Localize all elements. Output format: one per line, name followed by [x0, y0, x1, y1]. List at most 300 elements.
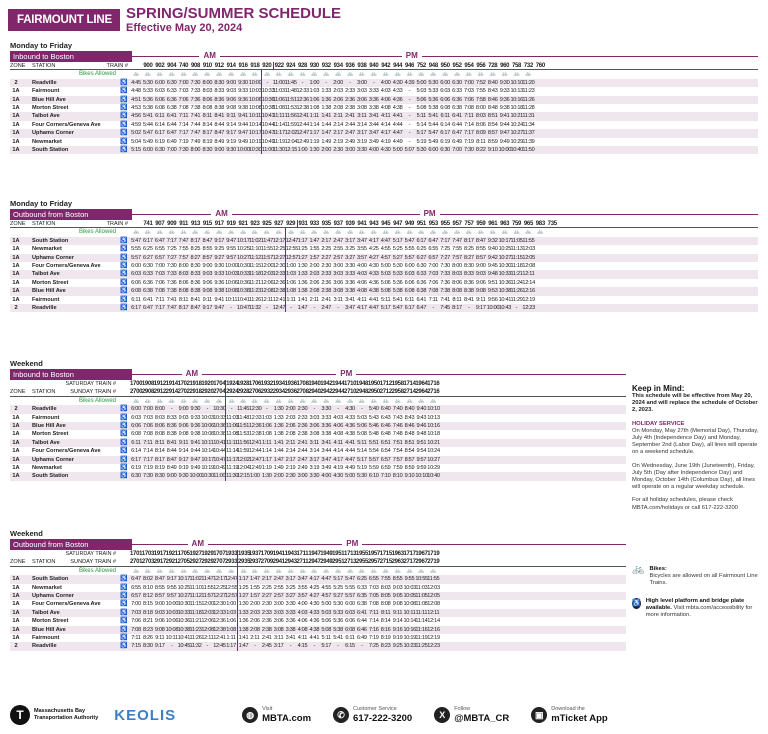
time-cell: 2:08	[309, 288, 320, 295]
time-cell: 3:55	[297, 584, 308, 591]
time-cell: 8:33	[464, 271, 474, 278]
time-cell: 3:06	[309, 422, 320, 429]
time-cell: -	[313, 304, 316, 311]
time-cell: 7:03	[428, 271, 439, 278]
time-cell: 10:03	[248, 88, 262, 95]
time-cell: 2:08	[250, 626, 260, 633]
sunday-train-number: 2927	[189, 558, 202, 565]
time-cell: 7:55	[380, 576, 391, 583]
time-cell: 6:25	[416, 246, 427, 253]
time-cell: 5:08	[380, 288, 391, 295]
time-cell: 7:03	[142, 414, 153, 421]
time-cell: 11:30	[226, 473, 239, 480]
time-cell: 6:44	[357, 618, 367, 625]
bicycle-icon: 🚲	[394, 397, 401, 404]
table-row	[10, 405, 626, 413]
time-cell: 9:17	[214, 237, 225, 244]
time-cell: 6:47	[452, 130, 462, 137]
time-cell: 11:12	[248, 254, 261, 261]
bicycle-icon: 🚲	[406, 567, 413, 574]
zone-header: ZONE	[10, 62, 26, 69]
time-cell: 7:08	[131, 626, 141, 633]
time-cell: 11:24	[510, 279, 523, 286]
time-cell: 7:03	[178, 88, 189, 95]
sunday-train-number: 2920	[201, 388, 214, 395]
time-cell: 1:33	[321, 88, 332, 95]
time-cell: 11:02	[248, 237, 261, 244]
time-cell: 8:57	[154, 592, 165, 599]
time-cell: 10:08	[201, 431, 214, 438]
time-cell: 7:17	[154, 304, 165, 311]
time-cell: 3:47	[321, 456, 332, 463]
ticket-icon: ▣	[531, 707, 547, 723]
keolis-logo: KEOLIS	[114, 706, 177, 724]
zone-header: ZONE	[10, 558, 26, 565]
time-cell: 10:21	[510, 113, 523, 120]
zone-cell: 1A	[12, 422, 20, 429]
table-row	[10, 121, 758, 129]
holiday-text-3: For all holiday schedules, please check MBTA.com/holidays or call 617-222-3200	[632, 497, 738, 511]
time-cell: 7:11	[131, 634, 141, 641]
time-cell: 7:30	[190, 79, 201, 86]
bicycle-icon: 🚲	[263, 567, 270, 574]
time-cell: 8:55	[392, 576, 403, 583]
saturday-train-number: 1702	[177, 381, 190, 387]
train-number: 923	[250, 220, 260, 227]
time-cell: 3:33	[285, 609, 296, 616]
sunday-train-number: 2943	[284, 558, 297, 565]
saturday-train-number: 1712	[379, 381, 392, 387]
time-cell: 8:22	[475, 146, 486, 153]
time-cell: 10:06	[165, 618, 179, 625]
time-cell: 5:36	[142, 96, 153, 103]
time-cell: 9:41	[214, 296, 225, 303]
time-cell: 2:33	[261, 609, 272, 616]
bicycle-icon: 🚲	[156, 567, 163, 574]
time-cell: 11:00	[272, 79, 285, 86]
train-number: 945	[381, 220, 391, 227]
time-cell: -	[206, 643, 209, 650]
time-cell: 9:19	[392, 634, 403, 641]
time-cell: 7:36	[440, 279, 450, 286]
time-cell: 2:11	[333, 113, 343, 120]
train-number: 952	[452, 62, 462, 69]
time-cell: 4:08	[333, 431, 343, 438]
time-cell: 1:47	[309, 237, 320, 244]
time-cell: 1:11	[286, 296, 296, 303]
time-cell: 6:47	[154, 237, 165, 244]
time-cell: 12:02	[237, 456, 250, 463]
time-cell: 9:55	[226, 246, 236, 253]
time-cell: 3:06	[333, 279, 343, 286]
sunday-train-number: 2947	[308, 558, 321, 565]
train-number: 760	[535, 62, 545, 69]
table-row	[10, 237, 758, 245]
time-cell: 7:30	[440, 262, 450, 269]
accessible-icon: ♿	[120, 431, 128, 438]
time-cell: 3:00	[297, 473, 308, 480]
time-cell: 3:49	[368, 138, 379, 145]
train-number: 915	[202, 220, 212, 227]
time-cell: 6:11	[131, 439, 141, 446]
accessible-icon: ♿	[120, 88, 128, 95]
time-cell: 2:11	[309, 296, 319, 303]
time-cell: 1:03	[309, 88, 320, 95]
time-cell: 8:41	[190, 296, 201, 303]
time-cell: 9:05	[392, 592, 403, 599]
time-cell: 6:51	[380, 439, 391, 446]
time-cell: 4:36	[345, 422, 355, 429]
time-cell: 8:03	[380, 584, 391, 591]
time-cell: 12:41	[296, 113, 309, 120]
station-name: Readville	[32, 406, 57, 413]
time-cell: 7:17	[464, 130, 474, 137]
bicycle-icon: 🚲	[442, 71, 449, 78]
time-cell: 3:44	[321, 448, 332, 455]
time-cell: 8:33	[166, 414, 177, 421]
time-cell: 2:57	[333, 254, 343, 261]
sunday-train-number: 2710	[344, 388, 357, 395]
zone-cell: 1A	[12, 296, 20, 303]
time-cell: 2:30	[321, 262, 332, 269]
station-name: Morton Street	[32, 431, 69, 438]
time-cell: 2:00	[333, 79, 343, 86]
bicycle-icon: 🚲	[358, 397, 365, 404]
time-cell: 3:47	[345, 304, 355, 311]
time-cell: 10:21	[427, 439, 440, 446]
station-name: Talbot Ave	[32, 271, 60, 278]
train-number: 942	[381, 62, 391, 69]
time-cell: 5:57	[368, 456, 379, 463]
time-cell: 12:47	[225, 576, 238, 583]
table-row	[10, 439, 626, 447]
time-cell: 7:52	[475, 79, 486, 86]
app-link[interactable]	[531, 706, 608, 724]
time-cell: 6:30	[452, 79, 462, 86]
time-cell: 6:59	[380, 464, 391, 471]
time-cell: -	[408, 130, 411, 137]
time-cell: 5:57	[131, 254, 141, 261]
time-cell: 2:11	[285, 439, 296, 446]
time-cell: 9:47	[214, 304, 225, 311]
bicycle-icon: 🚲	[132, 397, 139, 404]
time-cell: 6:17	[440, 130, 450, 137]
direction-bar	[10, 51, 758, 62]
phone-number: 617-222-3200	[353, 713, 413, 724]
time-cell: 11:21	[248, 279, 261, 286]
time-cell: 2:00	[250, 601, 260, 608]
time-cell: 12:17	[272, 237, 286, 244]
time-cell: -	[285, 304, 297, 312]
zone-cell: 1A	[12, 130, 20, 137]
time-cell: 1:41	[297, 296, 308, 303]
station-name: Fairmount	[32, 88, 60, 95]
saturday-train-label: SATURDAY TRAIN #	[65, 381, 116, 387]
keep-in-mind-note	[632, 384, 760, 512]
time-cell: 11:26	[510, 288, 523, 295]
time-cell: 2:17	[333, 130, 343, 137]
station-name: Blue Hill Ave	[32, 96, 66, 103]
time-cell: 7:08	[428, 288, 439, 295]
bicycle-icon: 🚲	[204, 71, 211, 78]
time-cell: 11:19	[415, 634, 428, 641]
time-cell: 4:51	[131, 96, 141, 103]
accessible-icon: ♿	[120, 626, 128, 633]
time-cell: 8:30	[464, 262, 474, 269]
time-cell: 7:45	[440, 304, 450, 311]
time-cell: 5:49	[142, 138, 153, 145]
time-cell: 11:15	[510, 254, 523, 261]
bicycle-icon: 🚲	[323, 567, 330, 574]
sunday-train-number: 2964	[415, 388, 428, 395]
time-cell: 12:06	[201, 618, 214, 625]
time-cell: 12:36	[272, 279, 286, 286]
time-cell: 5:25	[392, 246, 403, 253]
time-cell: -	[361, 406, 363, 413]
sunday-train-number: 2917	[153, 558, 166, 565]
time-cell: 3:08	[357, 104, 367, 111]
time-cell: 7:33	[190, 88, 201, 95]
time-cell: 9:06	[178, 422, 189, 429]
time-cell: 2:30	[285, 473, 296, 480]
bicycle-icon: 🚲	[430, 229, 437, 236]
time-cell: 10:36	[237, 279, 250, 286]
time-cell: 3:06	[357, 96, 367, 103]
time-cell: 9:08	[226, 104, 236, 111]
time-cell: 6:41	[166, 113, 177, 120]
station-name: Talbot Ave	[32, 113, 60, 120]
time-cell: 3:27	[345, 254, 355, 261]
table-row	[10, 472, 626, 480]
table-row	[10, 617, 626, 625]
time-cell: 7:38	[190, 104, 201, 111]
table-row	[10, 456, 626, 464]
time-cell: 4:41	[368, 296, 379, 303]
time-cell: 5:47	[404, 237, 415, 244]
time-cell: 6:41	[142, 296, 153, 303]
time-cell: 5:11	[416, 113, 426, 120]
table-row	[10, 254, 758, 262]
time-cell: 9:59	[416, 464, 427, 471]
time-cell: 6:57	[131, 592, 141, 599]
time-cell: 8:46	[487, 96, 498, 103]
time-cell: 9:11	[202, 296, 212, 303]
train-number: 919	[226, 220, 236, 227]
time-cell: 5:00	[416, 79, 427, 86]
time-cell: 10:38	[498, 288, 512, 295]
time-cell: 12:08	[427, 601, 440, 608]
time-cell: 6:25	[357, 576, 367, 583]
time-cell: 6:03	[154, 88, 165, 95]
time-cell: 2:55	[333, 246, 343, 253]
time-cell: 8:30	[154, 473, 165, 480]
time-cell: 6:19	[154, 138, 165, 145]
time-cell: 6:17	[131, 304, 141, 311]
bicycle-icon: 🚲	[216, 397, 223, 404]
time-cell: 7:55	[178, 246, 189, 253]
time-cell: 7:14	[178, 121, 189, 128]
time-cell: 5:54	[368, 448, 379, 455]
time-cell: 9:33	[499, 88, 510, 95]
time-cell: 11:19	[272, 138, 285, 145]
train-number: 757	[464, 220, 474, 227]
time-cell: -	[349, 79, 351, 86]
time-cell: 11:45	[237, 406, 250, 413]
time-cell: 1:47	[297, 304, 308, 311]
bicycle-icon: 🚲	[501, 229, 508, 236]
bicycle-icon: 🚲	[287, 567, 294, 574]
time-cell: 6:57	[428, 254, 439, 261]
time-cell: 2:06	[333, 96, 343, 103]
table-row	[10, 129, 758, 137]
time-cell: 3:00	[345, 146, 355, 153]
time-cell: 6:08	[404, 288, 415, 295]
time-cell: 8:38	[166, 431, 177, 438]
time-cell: 5:00	[392, 146, 403, 153]
time-cell: 7:47	[190, 130, 201, 137]
time-cell: 7:43	[392, 414, 403, 421]
time-cell: 8:11	[452, 296, 462, 303]
train-number: 951	[416, 220, 426, 227]
time-cell: 1:41	[321, 113, 332, 120]
station-name: Blue Hill Ave	[32, 422, 66, 429]
bicycle-icon: 🚲	[132, 71, 139, 78]
saturday-train-number: 1711	[296, 551, 309, 557]
time-cell: -	[408, 113, 411, 120]
time-cell: 6:41	[452, 113, 462, 120]
train-number: 965	[523, 220, 533, 227]
time-cell: 7:00	[178, 79, 189, 86]
train-number: 928	[297, 62, 308, 69]
time-cell: 8:44	[166, 448, 177, 455]
bicycle-icon: 🚲	[489, 229, 496, 236]
time-cell: 8:14	[154, 448, 165, 455]
sunday-train-number: 2936	[284, 388, 297, 395]
time-cell: 5:38	[392, 288, 403, 295]
time-cell: 2:45	[261, 643, 272, 650]
time-cell: 10:03	[165, 609, 179, 616]
zone-cell: 1A	[12, 254, 20, 261]
time-cell: 2:38	[345, 104, 355, 111]
time-cell: 3:14	[357, 121, 367, 128]
time-cell: 6:54	[380, 448, 391, 455]
time-cell: 6:17	[416, 237, 427, 244]
time-cell: 1:57	[250, 592, 260, 599]
time-cell: 1:33	[297, 271, 308, 278]
accessible-icon: ♿	[120, 246, 128, 253]
time-cell: 11:15	[189, 601, 202, 608]
time-cell: 8:15	[142, 601, 153, 608]
holiday-text-2: On Wednesday, June 19th (Juneteenth), Friday, July 5th (Day after Independence Day) and Monday, October 14th (Columbus Day), all lines will operate on a regular weekday schedule.	[632, 462, 755, 491]
time-cell: 8:47	[154, 576, 165, 583]
time-cell: 9:43	[416, 414, 427, 421]
zone-cell: 1A	[12, 262, 20, 269]
social-handle: @MBTA_CR	[454, 713, 510, 724]
time-cell: 2:49	[345, 138, 355, 145]
accessible-icon: ♿	[120, 146, 128, 153]
time-cell: 4:48	[131, 88, 141, 95]
time-cell: 8:59	[404, 464, 415, 471]
customer-service[interactable]	[333, 706, 412, 724]
table-row	[10, 287, 758, 295]
time-cell: 10:08	[248, 104, 262, 111]
zone-cell: 1A	[12, 456, 20, 463]
time-cell: 5:30	[392, 262, 403, 269]
time-cell: 5:47	[345, 576, 355, 583]
station-name: South Station	[32, 146, 69, 153]
time-cell: 5:06	[321, 618, 332, 625]
time-cell: 10:49	[213, 464, 226, 471]
time-cell: 6:06	[404, 279, 415, 286]
time-cell: 11:53	[237, 431, 250, 438]
bicycle-icon: 🚲	[263, 397, 270, 404]
time-cell: 6:44	[452, 121, 462, 128]
time-cell: 9:41	[499, 113, 510, 120]
time-cell: 10:38	[237, 288, 250, 295]
time-cell: 4:38	[368, 288, 379, 295]
time-cell: 7:33	[166, 271, 177, 278]
time-cell: 11:05	[510, 237, 523, 244]
bicycle-icon: 🚲	[394, 567, 401, 574]
saturday-train-number: 1941	[272, 551, 285, 557]
train-number: 946	[404, 62, 415, 69]
saturday-train-number: 1948	[355, 381, 369, 387]
accessible-icon: ♿	[120, 439, 128, 446]
saturday-train-number: 1700	[130, 381, 143, 387]
sunday-train-number: 2711	[296, 558, 309, 565]
time-cell: 12:11	[427, 609, 440, 616]
social-link[interactable]	[434, 706, 509, 724]
page-subtitle: Effective May 20, 2024	[126, 22, 243, 34]
website-link[interactable]	[242, 706, 311, 724]
time-cell: 1:25	[297, 246, 308, 253]
time-cell: 10:24	[427, 448, 440, 455]
time-cell: 3:36	[321, 422, 332, 429]
time-cell: 10:45	[177, 643, 191, 650]
time-cell: 1:03	[261, 414, 272, 421]
time-cell: 11:55	[201, 584, 214, 591]
saturday-train-number: 1928	[237, 381, 250, 387]
time-cell: 6:17	[142, 237, 153, 244]
train-number: 943	[369, 220, 379, 227]
time-cell: 8:14	[380, 618, 391, 625]
time-cell: 7:11	[369, 609, 379, 616]
time-cell: 5:40	[368, 406, 379, 413]
bicycle-icon: 🚲	[156, 71, 163, 78]
time-cell: 3:41	[368, 113, 379, 120]
time-cell: 9:40	[416, 406, 427, 413]
time-cell: 1:36	[321, 96, 332, 103]
time-cell: 11:03	[226, 414, 239, 421]
time-cell: 5:04	[131, 138, 141, 145]
table-row	[10, 600, 626, 608]
time-cell: 2:08	[285, 431, 296, 438]
globe-icon: ◍	[242, 707, 258, 723]
time-cell: 7:08	[368, 601, 379, 608]
sunday-train-number: 2706	[248, 388, 262, 395]
time-cell: 12:44	[296, 121, 309, 128]
time-cell: 7:00	[464, 79, 474, 86]
time-cell: 12:03	[427, 584, 440, 591]
time-cell: 2:25	[261, 584, 272, 591]
time-cell: 3:08	[309, 431, 320, 438]
train-number: 908	[190, 62, 201, 69]
time-cell: 5:33	[428, 88, 439, 95]
time-cell: -	[408, 96, 411, 103]
access-title: High level platform and bridge plate available.	[645, 598, 745, 612]
bicycle-icon: 🚲	[430, 397, 437, 404]
time-cell: 9:14	[226, 121, 236, 128]
